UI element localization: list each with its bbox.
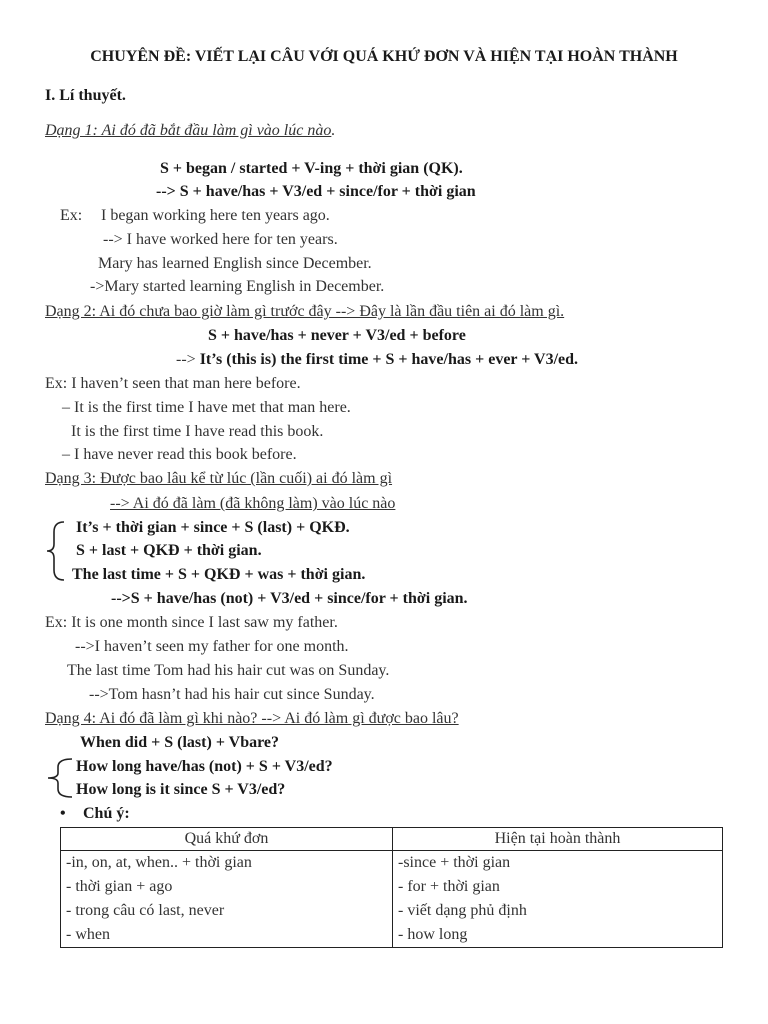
dang3-heading-1: Dạng 3: Được bao lâu kể từ lúc (lần cuối) ai đó làm gì [45,470,393,487]
table-header: Hiện tại hoàn thành [393,828,723,851]
dang2-heading: Dạng 2: Ai đó chưa bao giờ làm gì trước đây --> Đây là lần đầu tiên ai đó làm gì. [45,303,565,320]
dang2-formula-2: --> It’s (this is) the first time + S + have/has + ever + V3/ed. [176,351,579,368]
example-label: Ex: [60,207,83,224]
dang1-heading: Dạng 1: Ai đó đã bắt đầu làm gì vào lúc nào. [45,122,336,139]
curly-brace-icon [44,520,66,582]
list-item: - for + thời gian [398,878,500,895]
dang3-example-1: Ex: It is one month since I last saw my father. [45,614,338,631]
dang2-example-4: – I have never read this book before. [62,446,297,463]
table-header-row [61,828,723,851]
dang1-formula-1: S + began / started + V-ing + thời gian (QK). [160,160,463,177]
dang1-example-4: ->Mary started learning English in December. [90,278,385,295]
section-heading: I. Lí thuyết. [45,87,126,104]
table-header: Quá khứ đơn [61,828,393,851]
dang4-heading: Dạng 4: Ai đó đã làm gì khi nào? --> Ai đó làm gì được bao lâu? [45,710,459,727]
dang4-formula-2: How long have/has (not) + S + V3/ed? [76,758,333,775]
dang1-example-2: --> I have worked here for ten years. [103,231,338,248]
dang3-example-2: -->I haven’t seen my father for one month. [75,638,349,655]
dang2-formula-1: S + have/has + never + V3/ed + before [208,327,466,344]
dang3-example-4: -->Tom hasn’t had his hair cut since Sunday. [89,686,375,703]
dang3-heading-2: --> Ai đó đã làm (đã không làm) vào lúc nào [110,495,396,512]
dang1-formula-2: --> S + have/has + V3/ed + since/for + thời gian [156,183,476,200]
list-item: - viết dạng phủ định [398,902,527,919]
table-row [61,851,723,948]
table-cell-present-perfect [393,851,723,948]
curly-brace-icon [44,757,74,799]
list-item: - thời gian + ago [66,878,173,895]
list-item: - when [66,926,110,943]
dang4-formula-3: How long is it since S + V3/ed? [76,781,286,798]
dang3-formula-1: It’s + thời gian + since + S (last) + QKĐ. [76,519,350,536]
dang2-example-2: – It is the first time I have met that man here. [62,399,351,416]
dang2-example-1: Ex: I haven’t seen that man here before. [45,375,301,392]
list-item: - trong câu có last, never [66,902,225,919]
dang4-formula-1: When did + S (last) + Vbare? [80,734,280,751]
table-cell-past-simple [61,851,393,948]
dang1-example-3: Mary has learned English since December. [98,255,372,272]
note-label: Chú ý: [83,805,130,822]
list-item: -in, on, at, when.. + thời gian [66,854,252,871]
dang2-example-3: It is the first time I have read this book. [71,423,324,440]
bullet-icon: • [60,805,66,822]
dang1-example-1: I began working here ten years ago. [101,207,330,224]
page-title: CHUYÊN ĐỀ: VIẾT LẠI CÂU VỚI QUÁ KHỨ ĐƠN VÀ HIỆN TẠI HOÀN THÀNH [90,48,678,65]
dang3-formula-3: The last time + S + QKĐ + was + thời gian. [72,566,366,583]
dang3-example-3: The last time Tom had his hair cut was on Sunday. [67,662,390,679]
list-item: -since + thời gian [398,854,511,871]
dang3-formula-4: -->S + have/has (not) + V3/ed + since/for + thời gian. [111,590,468,607]
comparison-table [60,827,723,948]
dang3-formula-2: S + last + QKĐ + thời gian. [76,542,262,559]
list-item: - how long [398,926,468,943]
